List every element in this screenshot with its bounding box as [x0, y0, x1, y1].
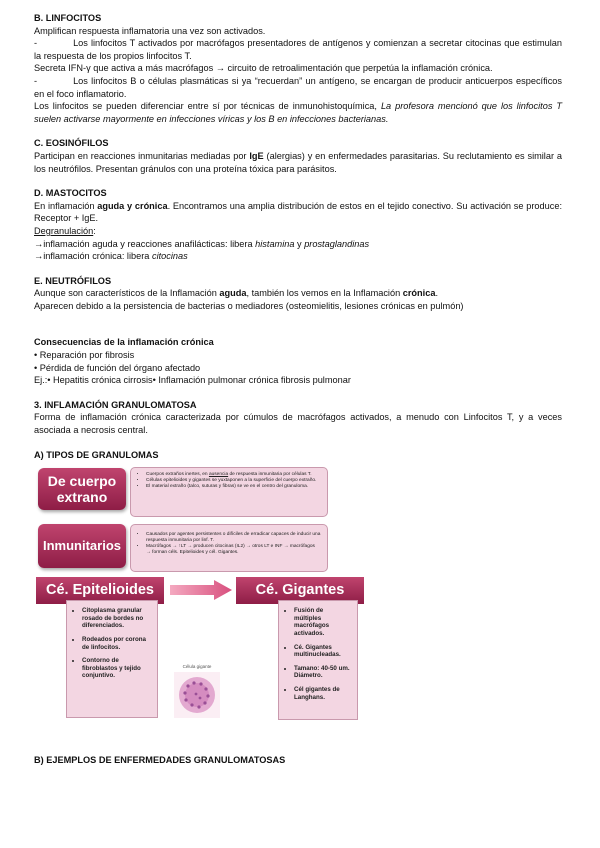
inmunitarios-bullet-1: • Causados por agentes persistentes o difíciles de erradicar capaces de inducir una respuesta inmunitaria por linf. T.	[146, 532, 321, 544]
epitelioides-item-2: • Rodeados por corona de linfocitos.	[82, 636, 151, 651]
mast-text-2: . Encontramos una amplia distribución de estos en el tejido conectivo. Su activación se produce: Receptor + IgE.	[34, 200, 562, 224]
linfocitos-t-text: Los linfocitos T activados por macrófagos presentadores de antígenos y comienzan a secretar citocinas que estimulan la respuesta de los propios linfocitos T.	[34, 38, 562, 61]
neu-cronica: crónica	[402, 288, 436, 299]
profesora-note: La profesora mencionó que los linfocitos T suelen activarse mayormente en infecciones víricas y los B en infecciones bacterianas.	[34, 101, 562, 124]
cuerpo-extrano-bullet-2: • Células epitelioides y gigantes se yuxtaponen a la superficie del cuerpo extraño.	[146, 478, 321, 484]
degran-cronica-text: →inflamación crónica: libera	[34, 251, 150, 262]
document-page	[34, 12, 562, 767]
gigantes-box	[278, 600, 358, 720]
inmunitarios-bullet-2: • Macrófagos → ↑LT → producen citocinas (IL2) → otros LT e INF → macrófagos → forman céls. Epitelioides y cél. Gigantes.	[146, 544, 321, 556]
epitelioides-header: Cé. Epitelioides	[36, 577, 164, 604]
period: .	[435, 288, 438, 299]
granuloma-types-figure	[36, 464, 366, 724]
linfocitos-diff-text: Los linfocitos se pueden diferenciar entre sí por técnicas de inmunohistoquímica,	[34, 101, 377, 112]
inmunitarios-label: Inmunitarios	[38, 524, 126, 568]
mast-aguda-cronica: aguda y crónica	[97, 200, 168, 211]
inmunitarios-box	[130, 524, 328, 572]
linfocitos-line-2	[34, 37, 562, 62]
arrow-right-icon	[170, 580, 232, 600]
gigantes-header: Cé. Gigantes	[236, 577, 364, 604]
eos-text-2: (alergias) y en enfermedades parasitarias. Su reclutamiento es similar a los neutrófilos. Presentan gránulos con una proteína tóxica para parásitos.	[34, 150, 562, 174]
neu-aguda: aguda	[219, 288, 247, 299]
cuerpo-b1-c: de respuesta inmunitaria por células T.	[229, 472, 312, 478]
degranulacion-word: Degranulación	[34, 225, 94, 236]
linfocitos-line-3: Secreta IFN-γ que activa a más macrófagos → circuito de retroalimentación que perpetúa la inflamación crónica.	[34, 63, 493, 74]
eosinofilos-text	[34, 150, 562, 175]
cuerpo-b1-ausencia: ausencia	[208, 472, 229, 478]
cuerpo-extrano-bullet-3: • El material extraño (talco, suturas y fibras) se ve en el centro del granuloma.	[146, 484, 321, 490]
linfocitos-b-text: Los linfocitos B o células plasmáticas si ya “recuerdan” un antígeno, se encargan de producir anticuerpos específicos en el foco inflamatorio.	[34, 75, 562, 99]
gigantes-item-1: • Fusión de múltiples macrófagos activados.	[294, 607, 351, 637]
neu-text-2: , también los vemos en la Inflamación	[246, 288, 401, 299]
dash: -	[34, 75, 38, 86]
epitelioides-box	[66, 600, 158, 718]
citocinas: citocinas	[151, 251, 188, 262]
consecuencia-1: • Reparación por fibrosis	[34, 350, 135, 361]
epitelioides-item-3: • Contorno de fibroblastos y tejido conjuntivo.	[82, 657, 151, 680]
linfocitos-line-4	[34, 75, 562, 100]
linfocitos-line-1: Amplifican respuesta inflamatoria una vez son activados.	[34, 25, 266, 36]
degran-cronica	[34, 250, 562, 263]
degran-aguda-text: →inflamación aguda y reacciones anafilácticas: libera	[34, 238, 253, 249]
consecuencia-ejemplo: Ej.:• Hepatitis crónica cirrosis• Inflamación pulmonar crónica fibrosis pulmonar	[34, 375, 351, 386]
consecuencia-2: • Pérdida de función del órgano afectado	[34, 362, 201, 373]
heading-linfocitos: B. LINFOCITOS	[34, 13, 102, 23]
heading-granulomatosa: 3. INFLAMACIÓN GRANULOMATOSA	[34, 399, 197, 410]
neutrofilos-line-1	[34, 287, 562, 300]
neutrofilos-line-2: Aparecen debido a la persistencia de bacterias o mediadores (osteomielitis, lesiones crónicas en pulmón)	[34, 300, 464, 311]
mast-text-1: En inflamación	[34, 200, 95, 211]
histamina: histamina	[255, 238, 295, 249]
granulomatosa-text: Forma de inflamación crónica caracterizada por cúmulos de macrófagos activados, a menudo con Linfocitos T, y a veces asociada a necrosis central.	[34, 412, 562, 436]
micrograph-caption: Célula gigante	[182, 664, 212, 670]
cuerpo-b1-a: Cuerpos extraños inertes, en	[146, 472, 208, 478]
dash: -	[34, 38, 38, 49]
mastocitos-text	[34, 200, 562, 225]
y-word: y	[297, 238, 302, 249]
eos-text-1: Participan en reacciones inmunitarias mediadas por	[34, 150, 247, 161]
colon: :	[93, 225, 96, 236]
gigantes-item-2: • Cé. Gigantes multinucleadas.	[294, 644, 351, 659]
eos-ige: IgE	[249, 150, 264, 161]
heading-eosinofilos: C. EOSINÓFILOS	[34, 138, 109, 149]
heading-neutrofilos: E. NEUTRÓFILOS	[34, 275, 112, 286]
heading-mastocitos: D. MASTOCITOS	[34, 188, 107, 199]
degranulacion-label	[34, 225, 562, 238]
heading-tipos-granulomas: A) TIPOS DE GRANULOMAS	[34, 449, 159, 460]
linfocitos-line-5	[34, 100, 562, 125]
gigantes-item-4: • Cél gigantes de Langhans.	[294, 686, 351, 701]
prostaglandinas: prostaglandinas	[304, 238, 370, 249]
cuerpo-extrano-label: De cuerpo extrano	[38, 468, 126, 510]
epitelioides-item-1: • Citoplasma granular rosado de bordes no diferenciados.	[82, 607, 151, 630]
degran-aguda	[34, 238, 562, 251]
heading-ejemplos: B) EJEMPLOS DE ENFERMEDADES GRANULOMATOSAS	[34, 755, 286, 766]
neu-text-1: Aunque son característicos de la Inflamación	[34, 288, 217, 299]
heading-consecuencias: Consecuencias de la inflamación crónica	[34, 337, 214, 348]
gigantes-item-3: • Tamano: 40-50 um. Diámetro.	[294, 665, 351, 680]
cuerpo-extrano-box	[130, 467, 328, 517]
giant-cell-micrograph-image	[174, 672, 220, 718]
